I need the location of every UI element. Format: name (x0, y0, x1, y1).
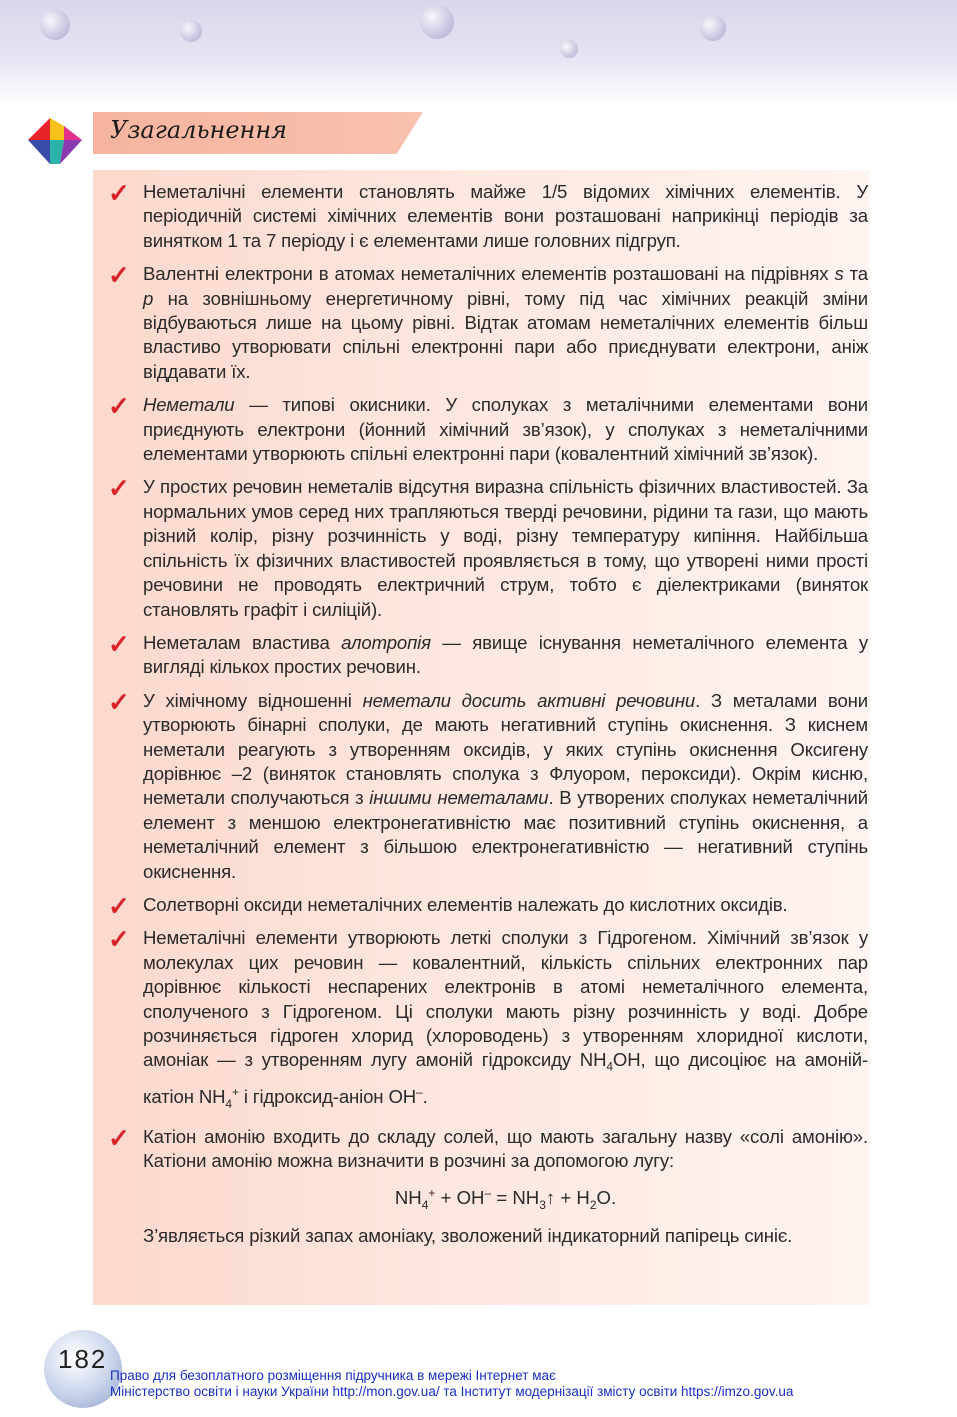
subscript: 4 (606, 1060, 613, 1075)
item-text (143, 1125, 868, 1174)
emphasis-text: іншими неметалами (369, 787, 549, 809)
item-text (143, 631, 868, 680)
checkmark-icon: ✓ (108, 473, 130, 504)
item-text-continued (143, 1224, 868, 1248)
superscript: – (484, 1185, 492, 1200)
text-segment: NH (394, 1186, 422, 1208)
subscript: 4 (225, 1096, 232, 1111)
checkmark-icon: ✓ (108, 391, 130, 422)
checkmark-icon: ✓ (108, 178, 130, 208)
emphasis-text: Неметали (143, 394, 235, 416)
summary-item (108, 180, 868, 253)
subscript: 4 (421, 1197, 429, 1212)
item-text (143, 689, 868, 884)
text-segment: . В утворених сполуках неметалічний елемент з меншою електронегативністю має позитивний ступінь окиснення, а неметалічний елемент з більшою електронегативністю — негативний ступінь окиснення. (143, 787, 868, 882)
bubble-decoration (40, 10, 70, 40)
emphasis-text: p (143, 287, 154, 309)
footer-line-1: Право для безоплатного розміщення підручника в мережі Інтернет має (110, 1368, 556, 1383)
text-segment: Катіон амонію входить до складу солей, що мають загальну назву «солі амонію». Катіони амонію можна визначити в розчині за допомогою лугу: (143, 1125, 868, 1172)
text-segment: З’являється різкий запах амоніаку, зволожений індикаторний папірець синіє. (143, 1224, 793, 1246)
text-segment: і гідроксид-аніон OH (238, 1085, 417, 1107)
header-decoration (0, 0, 957, 105)
summary-item (108, 475, 868, 621)
item-text (143, 475, 868, 621)
checkmark-icon: ✓ (108, 686, 130, 717)
emphasis-text: s (834, 263, 844, 285)
text-segment: Валентні електрони в атомах неметалічних елементів розташовані на підрівнях (143, 263, 835, 285)
subscript: 2 (589, 1197, 597, 1212)
text-segment: . (422, 1085, 428, 1107)
summary-item (108, 262, 868, 384)
text-segment: та (843, 263, 868, 285)
item-text (143, 926, 868, 1115)
text-segment: Солетворні оксиди неметалічних елементів належать до кислотних оксидів. (143, 893, 788, 915)
subscript: 3 (539, 1197, 546, 1212)
superscript: – (416, 1084, 423, 1099)
checkmark-icon: ✓ (108, 260, 130, 291)
text-segment: на зовнішньому енергетичному рівні, тому під час хімічних реакцій зміни відбуваються лише на цьому рівні. Відтак атомам неметалічних елементів більш властиво утворювати спільні електронні пари або приєднувати електрони, аніж віддавати їх. (143, 287, 868, 382)
superscript: + (428, 1185, 436, 1200)
text-segment: ↑ + H (545, 1186, 590, 1208)
bubble-decoration (420, 5, 454, 39)
summary-item (108, 628, 868, 680)
text-segment: — типові окисники. У сполуках з металічними елементами вони приєднують електрони (йонний хімічний зв’язок), у сполуках з неметалічними елементами утворюють спільні електронні пари (ковалентний хімічний зв’язок). (143, 394, 868, 465)
page-number: 182 (58, 1344, 108, 1374)
text-segment: Неметалам властива (143, 631, 342, 653)
text-segment: Неметалічні елементи утворюють леткі сполуки з Гідрогеном. Хімічний зв’язок у молекулах цих речовин — ковалентний, кількість спільних електронних пар дорівнює кількості неспарених електронів в атомі неметалічного елемента, сполученого з Гідрогеном. Ці сполуки мають різну розчинність у воді. Добре розчиняється гідроген хлорид (хлороводень) з утворенням хлоридної кислоти, амоніак — з утворенням лугу амоній гідроксиду NH (143, 927, 868, 1071)
superscript: + (231, 1084, 239, 1099)
text-segment: У хімічному відношенні (143, 689, 363, 711)
summary-item (108, 926, 868, 1115)
text-segment: Неметалічні елементи становлять майже 1/5 відомих хімічних елементів. У періодичній системі хімічних елементів вони розташовані наприкінці періодів за винятком 1 та 7 періоду і є елементами лише головних підгруп. (143, 181, 868, 251)
checkmark-icon: ✓ (108, 924, 130, 955)
section-logo-icon (28, 112, 84, 168)
text-segment: = NH (491, 1186, 540, 1208)
checkmark-icon: ✓ (108, 628, 130, 659)
summary-list (108, 180, 868, 1257)
text-segment: . З металами вони утворюють бінарні сполуки, де мають негативний ступінь окиснення. З киснем неметали реагують з утворенням оксидів, у яких ступінь окиснення Оксигену дорівнює –2 (виняток становлять сполука з Флуором, пероксиди). Окрім кисню, неметали сполучаються з (143, 689, 868, 809)
checkmark-icon: ✓ (108, 890, 130, 921)
summary-item (108, 890, 868, 921)
chemical-equation (143, 1178, 868, 1220)
text-segment: У простих речовин неметалів відсутня виразна спільність фізичних властивостей. За нормальних умов серед них трапляються тверді речовини, рідини та гази, що мають різний колір, різну розчинність у воді, різну температуру кипіння. Найбільша спільність їх фізичних властивостей проявляється в тому, що утворені ними прості речовини не проводять електричний струм, тобто є діелектриками (виняток становлять графіт і силіцій). (143, 476, 868, 620)
emphasis-text: неметали досить активні речовини (362, 689, 696, 711)
summary-item (108, 686, 868, 884)
bubble-decoration (180, 20, 202, 42)
text-segment: O. (596, 1186, 617, 1208)
item-text (143, 393, 868, 466)
item-text (143, 262, 868, 384)
footer-line-2: Міністерство освіти і науки України http://mon.gov.ua/ та Інститут модернізації змісту освіти https://imzo.gov.ua (110, 1384, 794, 1399)
bubble-decoration (700, 15, 726, 41)
item-text (143, 893, 868, 917)
summary-item (108, 393, 868, 466)
text-segment: + OH (435, 1186, 485, 1208)
item-text (143, 180, 868, 253)
copyright-footer (110, 1368, 793, 1400)
checkmark-icon: ✓ (108, 1122, 130, 1153)
section-title: Узагальнення (110, 116, 288, 144)
text-segment: OH, що дисоціює на амоній-катіон NH (143, 1049, 868, 1107)
text-segment: — явище існування неметалічного елемента у вигляді кількох простих речовин. (143, 631, 868, 678)
emphasis-text: алотропія (341, 631, 431, 653)
bubble-decoration (560, 40, 578, 58)
summary-item (108, 1122, 868, 1248)
